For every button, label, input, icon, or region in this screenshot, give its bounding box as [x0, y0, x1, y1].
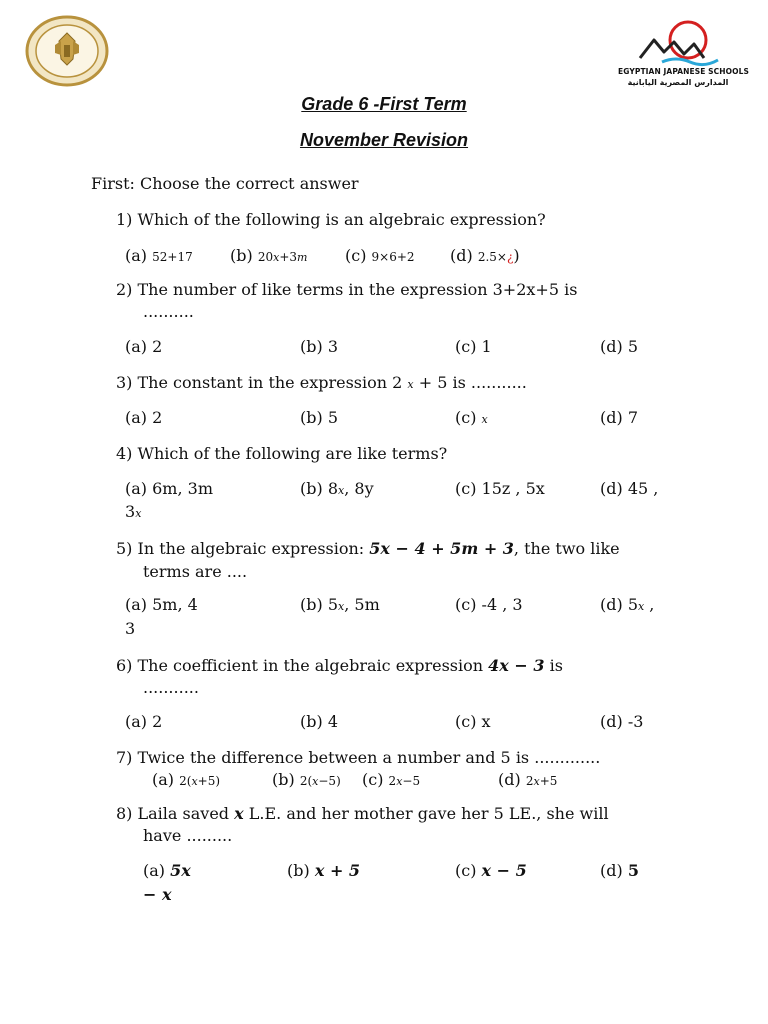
q8-option-d[interactable]: (d) 5: [600, 861, 639, 880]
q3-option-b[interactable]: (b) 5: [300, 408, 338, 427]
q1-option-d[interactable]: (d) 2.5×¿): [450, 246, 520, 265]
question-8-continued: have .........: [143, 826, 233, 845]
page-title: Grade 6 -First Term: [301, 94, 467, 114]
q4-option-a[interactable]: (a) 6m, 3m: [125, 479, 213, 498]
question-8: 8) Laila saved x L.E. and her mother gave her 5 LE., she will: [116, 804, 609, 823]
question-4: 4) Which of the following are like terms?: [116, 444, 448, 463]
q7-option-b[interactable]: (b) 2(x−5): [272, 770, 341, 789]
q6-option-b[interactable]: (b) 4: [300, 712, 338, 731]
q7-option-d[interactable]: (d) 2x+5: [498, 770, 558, 789]
q1-option-b[interactable]: (b) 20x+3m: [230, 246, 308, 265]
ministry-seal-logo: [25, 15, 109, 87]
q7-option-c[interactable]: (c) 2x−5: [362, 770, 421, 789]
q6-option-c[interactable]: (c) x: [455, 712, 491, 731]
page-subtitle: November Revision: [299, 130, 469, 150]
question-6: 6) The coefficient in the algebraic expression 4x − 3 is: [116, 656, 563, 675]
q4-option-d[interactable]: (d) 45 ,: [600, 479, 659, 498]
q2-option-b[interactable]: (b) 3: [300, 337, 338, 356]
q3-option-c[interactable]: (c) x: [455, 408, 488, 427]
q8-option-b[interactable]: (b) x + 5: [287, 861, 361, 880]
question-2: 2) The number of like terms in the expression 3+2x+5 is: [116, 280, 578, 299]
q5-option-b[interactable]: (b) 5x, 5m: [300, 595, 380, 614]
q6-option-d[interactable]: (d) -3: [600, 712, 644, 731]
question-3: 3) The constant in the expression 2 x + 5 is ...........: [116, 373, 527, 392]
q7-option-a[interactable]: (a) 2(x+5): [152, 770, 221, 789]
q5-option-d[interactable]: (d) 5x ,: [600, 595, 655, 614]
q4-option-d-continued: 3x: [125, 502, 142, 521]
q4-option-c[interactable]: (c) 15z , 5x: [455, 479, 545, 498]
q6-option-a[interactable]: (a) 2: [125, 712, 163, 731]
q5-option-a[interactable]: (a) 5m, 4: [125, 595, 198, 614]
q5-option-d-continued: 3: [125, 619, 136, 638]
q8-option-c[interactable]: (c) x − 5: [455, 861, 527, 880]
q2-option-c[interactable]: (c) 1: [455, 337, 492, 356]
q1-option-a[interactable]: (a) 52+17: [125, 246, 193, 265]
school-name-english: EGYPTIAN JAPANESE SCHOOLS: [618, 67, 749, 76]
question-5: 5) In the algebraic expression: 5x − 4 + 5m + 3, the two like: [116, 539, 620, 558]
q8-option-d-continued: − x: [143, 885, 172, 904]
q3-option-a[interactable]: (a) 2: [125, 408, 163, 427]
q1-option-c[interactable]: (c) 9×6+2: [345, 246, 415, 265]
question-2-blank: ..........: [143, 302, 194, 321]
q8-option-a[interactable]: (a) 5x: [143, 861, 191, 880]
question-1: 1) Which of the following is an algebraic expression?: [116, 210, 546, 229]
q3-option-d[interactable]: (d) 7: [600, 408, 638, 427]
school-name-arabic: المدارس المصرية اليابانية: [627, 78, 729, 87]
q2-option-a[interactable]: (a) 2: [125, 337, 163, 356]
question-6-blank: ...........: [143, 678, 199, 697]
section-title: First: Choose the correct answer: [91, 174, 359, 193]
question-7: 7) Twice the difference between a number and 5 is .............: [116, 748, 601, 767]
question-5-continued: terms are ....: [143, 562, 248, 581]
q2-option-d[interactable]: (d) 5: [600, 337, 638, 356]
q5-option-c[interactable]: (c) -4 , 3: [455, 595, 523, 614]
q4-option-b[interactable]: (b) 8x, 8y: [300, 479, 374, 498]
